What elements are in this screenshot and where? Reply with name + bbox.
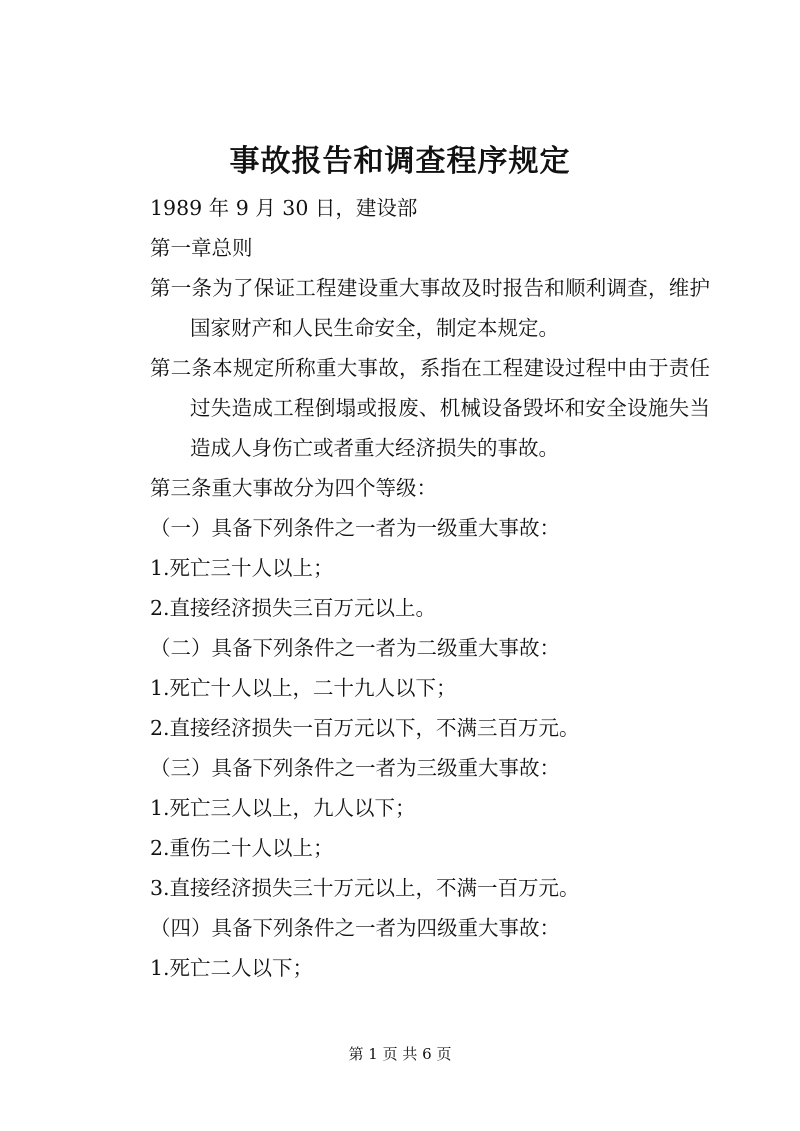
paragraph-article-2: 第二条本规定所称重大事故，系指在工程建设过程中由于责任过失造成工程倒塌或报废、机械设备毁坏和安全设施失当造成人身伤亡或者重大经济损失的事故。: [150, 356, 710, 460]
paragraph-level-3-item-3: 3.直接经济损失三十万元以上，不满一百万元。: [150, 876, 580, 900]
paragraph-level-1-heading: （一）具备下列条件之一者为一级重大事故：: [150, 516, 560, 540]
document-title: 事故报告和调查程序规定: [229, 144, 571, 179]
paragraph-level-3-heading: （三）具备下列条件之一者为三级重大事故：: [150, 756, 560, 780]
paragraph-chapter-heading: 第一章总则: [150, 236, 253, 260]
paragraph-date-source: 1989 年 9 月 30 日，建设部: [150, 196, 418, 220]
paragraph-level-2-item-2: 2.直接经济损失一百万元以下，不满三百万元。: [150, 716, 580, 740]
paragraph-level-2-item-1: 1.死亡十人以上，二十九人以下；: [150, 676, 457, 700]
paragraph-level-4-item-1: 1.死亡二人以下；: [150, 956, 314, 980]
paragraph-level-1-item-2: 2.直接经济损失三百万元以上。: [150, 596, 437, 620]
paragraph-level-3-item-1: 1.死亡三人以上，九人以下；: [150, 796, 416, 820]
paragraph-article-3: 第三条重大事故分为四个等级：: [150, 476, 437, 500]
paragraph-level-3-item-2: 2.重伤二十人以上；: [150, 836, 334, 860]
paragraph-level-4-heading: （四）具备下列条件之一者为四级重大事故：: [150, 916, 560, 940]
document-body: [150, 188, 710, 988]
page-footer: 第 1 页 共 6 页: [348, 1045, 452, 1063]
paragraph-level-2-heading: （二）具备下列条件之一者为二级重大事故：: [150, 636, 560, 660]
paragraph-article-1: 第一条为了保证工程建设重大事故及时报告和顺利调查，维护国家财产和人民生命安全，制定本规定。: [150, 276, 710, 340]
paragraph-level-1-item-1: 1.死亡三十人以上；: [150, 556, 334, 580]
